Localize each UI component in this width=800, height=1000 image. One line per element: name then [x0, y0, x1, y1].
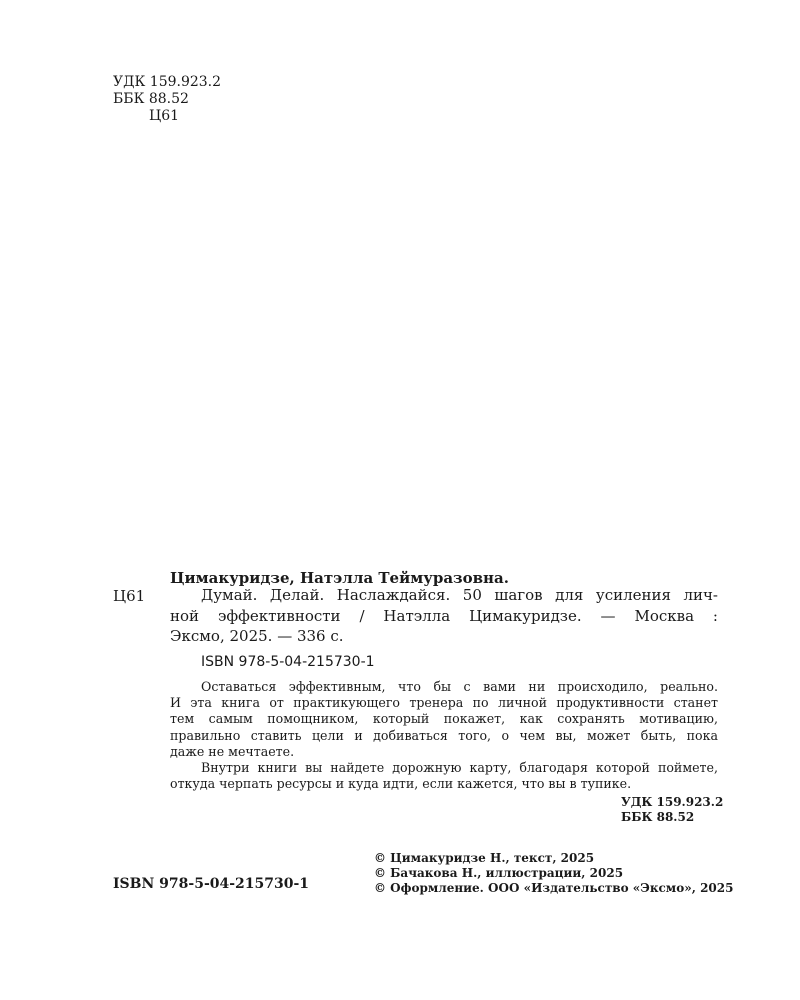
annotation	[170, 679, 718, 792]
udk-code-entry: УДК 159.923.2	[621, 795, 724, 809]
top-classification-block	[113, 74, 221, 125]
annotation-line: даже не мечтаете.	[170, 743, 295, 759]
annotation-line: И эта книга от практикующего тренера по личной продуктивности станет	[170, 695, 718, 711]
isbn-footer: ISBN 978-5-04-215730-1	[113, 876, 310, 892]
annotation-line: Оставаться эффективным, что бы с вами ни происходило, реально.	[201, 679, 718, 694]
author-heading: Цимакуридзе, Натэлла Теймуразовна.	[170, 569, 509, 587]
copyright-block	[374, 851, 733, 896]
annotation-line: откуда черпать ресурсы и куда идти, если кажется, что вы в тупике.	[170, 776, 632, 792]
author-mark: Ц61	[149, 108, 180, 124]
copyright-line: © Оформление. ООО «Издательство «Эксмо», 2025	[374, 881, 734, 895]
biblio-line: Эксмо, 2025. — 336 с.	[170, 627, 344, 645]
biblio-line: Думай. Делай. Наслаждайся. 50 шагов для усиления лич-	[201, 586, 718, 604]
isbn-entry: ISBN 978-5-04-215730-1	[201, 654, 375, 670]
annotation-line: правильно ставить цели и добиваться того, о чем вы, может быть, пока	[170, 727, 718, 743]
copyright-line: © Бачакова Н., иллюстрации, 2025	[374, 866, 624, 880]
bibliographic-description	[170, 585, 718, 647]
entry-classification-block	[621, 795, 723, 825]
author-mark-entry: Ц61	[113, 587, 146, 605]
udk-code: УДК 159.923.2	[113, 74, 222, 90]
bbk-code: ББК 88.52	[113, 91, 189, 107]
copyright-line: © Цимакуридзе Н., текст, 2025	[374, 851, 595, 865]
annotation-line: Внутри книги вы найдете дорожную карту, благодаря которой поймете,	[201, 760, 718, 776]
bbk-code-entry: ББК 88.52	[621, 810, 695, 824]
annotation-line: тем самым помощником, который покажет, как сохранять мотивацию,	[170, 711, 718, 727]
biblio-line: ной эффективности / Натэлла Цимакуридзе. — Москва :	[170, 606, 718, 625]
